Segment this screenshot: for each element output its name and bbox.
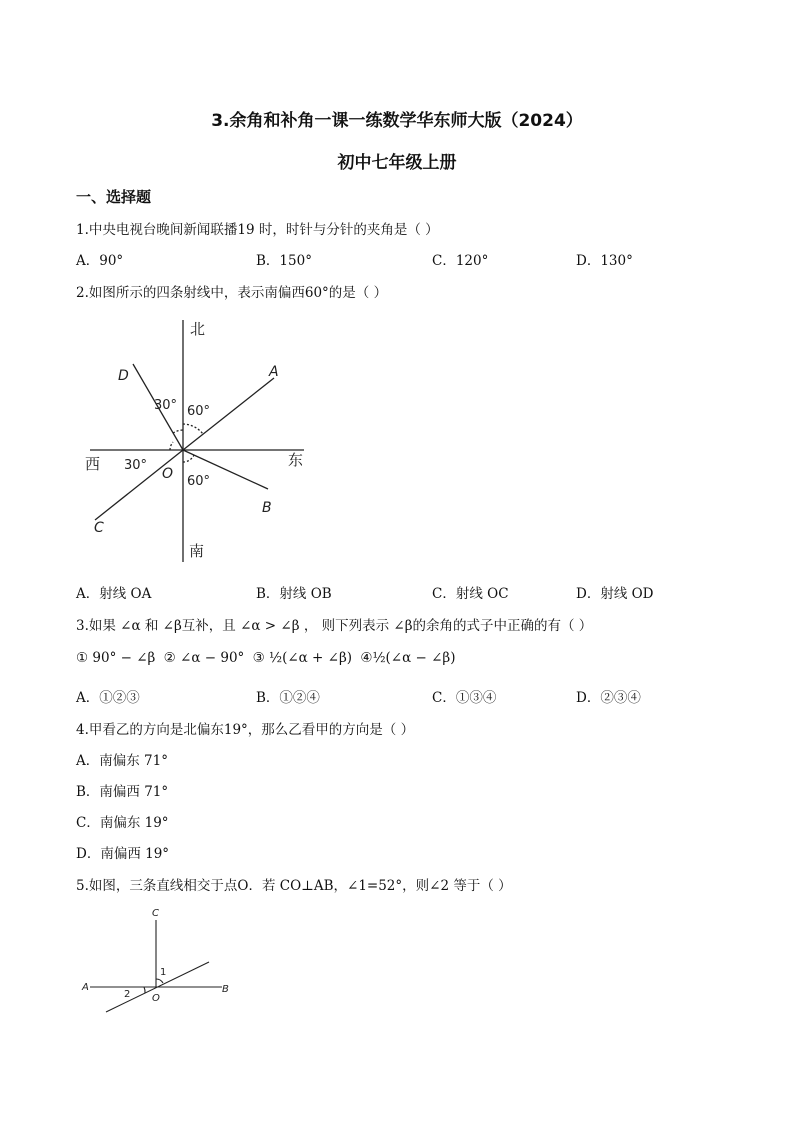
- question-5-stem: 5.如图，三条直线相交于点O．若 CO⊥AB，∠1=52°，则∠2 等于（ ）: [76, 878, 512, 894]
- question-2-stem: 2.如图所示的四条射线中，表示南偏西60°的是（ ）: [76, 285, 388, 301]
- label-b: B: [262, 500, 272, 516]
- question-3-options: [76, 686, 736, 706]
- q3-option-c: C．①③④: [432, 690, 497, 706]
- question-2-options: [76, 582, 736, 602]
- q4-option-c: C．南偏东 19°: [76, 815, 169, 831]
- question-4-stem: 4.甲看乙的方向是北偏东19°，那么乙看甲的方向是（ ）: [76, 722, 415, 738]
- label-c: C: [94, 520, 104, 536]
- arc-30-upper: [173, 430, 183, 433]
- label-c: C: [152, 908, 159, 919]
- question-3-expressions: [76, 650, 460, 666]
- label-south: 南: [189, 542, 205, 560]
- label-west: 西: [85, 455, 101, 473]
- q2-option-a: A．射线 OA: [76, 586, 152, 602]
- label-north: 北: [190, 320, 206, 338]
- question-1-options: [76, 249, 736, 269]
- q2-option-c: C．射线 OC: [432, 586, 509, 602]
- q4-option-d: D．南偏西 19°: [76, 846, 170, 862]
- q2-option-d: D．射线 OD: [576, 586, 654, 602]
- label-a: A: [269, 364, 279, 380]
- q3-option-b: B．①②④: [256, 690, 320, 706]
- q1-option-d: D．130°: [576, 253, 633, 269]
- question-3-stem: 3.如果 ∠α 和 ∠β互补，且 ∠α > ∠β ， 则下列表示 ∠β的余角的式子中正确的有（ ）: [76, 618, 593, 634]
- arc-30-lower: [170, 442, 173, 450]
- section-heading: 一、选择题: [76, 188, 152, 206]
- intersecting-lines-figure: [76, 902, 246, 1020]
- label-angle-1: 1: [160, 967, 167, 978]
- angle-label-b: 60°: [187, 474, 211, 489]
- label-east: 东: [288, 451, 304, 469]
- q3-option-d: D．②③④: [576, 690, 641, 706]
- label-o: O: [162, 466, 174, 482]
- expression-3: ③ ½(∠α + ∠β): [252, 650, 353, 666]
- angle-label-d: 30°: [154, 398, 178, 413]
- expression-1: ① 90° − ∠β: [76, 650, 156, 666]
- q4-option-a: A．南偏东 71°: [76, 753, 168, 769]
- arc-60-upper: [183, 424, 203, 434]
- label-d: D: [118, 368, 129, 384]
- q2-option-b: B．射线 OB: [256, 586, 332, 602]
- question-1-stem: 1.中央电视台晚间新闻联播19 时，时针与分针的夹角是（ ）: [76, 222, 439, 238]
- label-o: O: [152, 993, 160, 1004]
- arc-angle-1: [156, 979, 163, 983]
- expression-4: ④½(∠α − ∠β): [360, 650, 456, 666]
- document-subtitle: 初中七年级上册: [337, 153, 457, 173]
- label-b: B: [222, 984, 229, 995]
- angle-label-c: 30°: [124, 458, 148, 473]
- arc-angle-2: [144, 987, 145, 993]
- q1-option-a: A．90°: [76, 253, 124, 269]
- compass-figure: [76, 312, 316, 567]
- q1-option-c: C．120°: [432, 253, 489, 269]
- expression-2: ② ∠α − 90°: [163, 650, 245, 666]
- label-angle-2: 2: [124, 989, 131, 1000]
- label-a: A: [82, 982, 89, 993]
- angle-label-a: 60°: [187, 404, 211, 419]
- q1-option-b: B．150°: [256, 253, 312, 269]
- q4-option-b: B．南偏西 71°: [76, 784, 169, 800]
- arc-60-lower: [183, 455, 194, 462]
- document-title: 3.余角和补角一课一练数学华东师大版（2024）: [211, 111, 583, 131]
- q3-option-a: A．①②③: [76, 690, 140, 706]
